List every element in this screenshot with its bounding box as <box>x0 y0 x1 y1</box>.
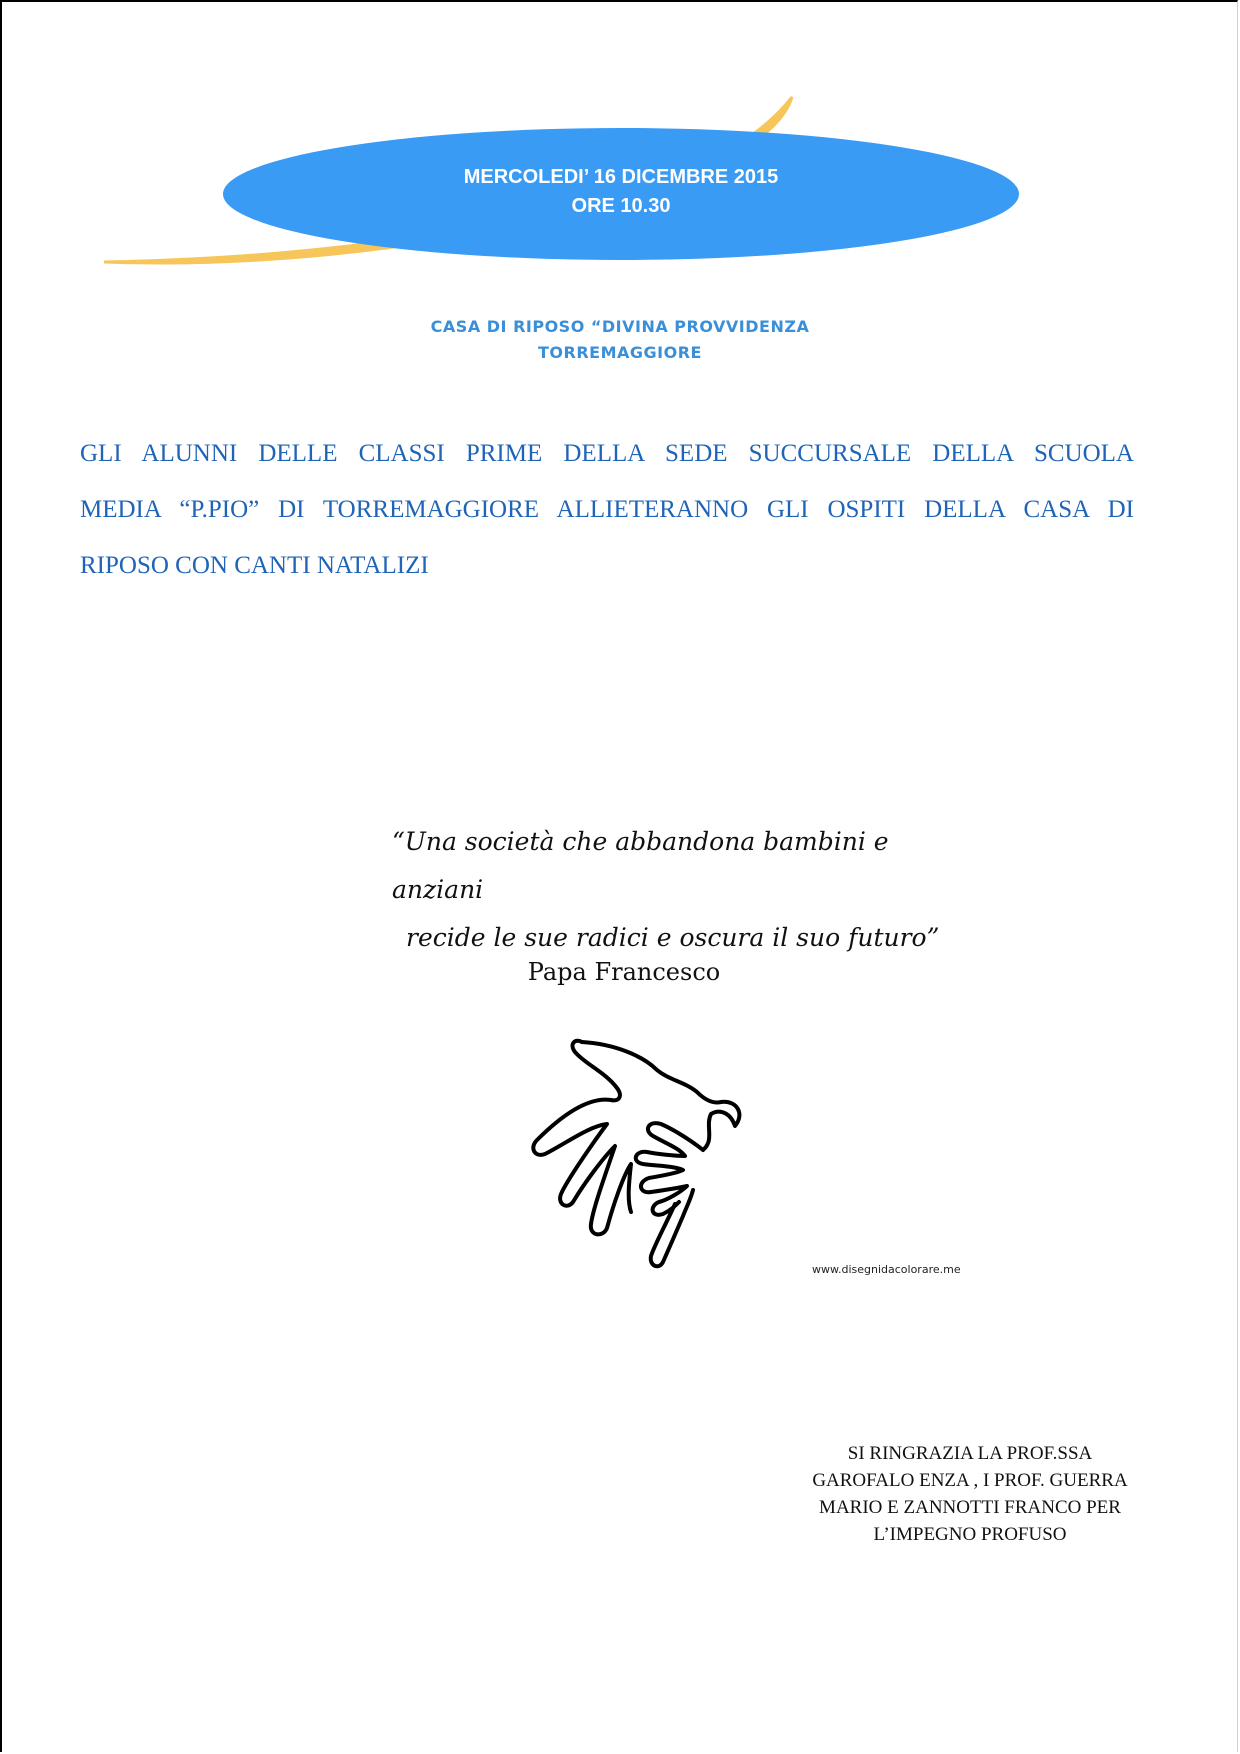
announcement-line: GLI ALUNNI DELLE CLASSI PRIME DELLA SEDE SUCCURSALE DELLA SCUOLA <box>80 440 1134 467</box>
acknowledgement-line: MARIO E ZANNOTTI FRANCO PER <box>819 1497 1121 1518</box>
date-banner <box>223 128 1019 260</box>
venue-city: TORREMAGGIORE <box>538 343 702 362</box>
acknowledgement-line: SI RINGRAZIA LA PROF.SSA <box>847 1443 1093 1464</box>
acknowledgement-line: L’IMPEGNO PROFUSO <box>873 1524 1067 1545</box>
image-credit-url: www.disegnidacolorare.me <box>812 1263 961 1276</box>
acknowledgement-block <box>780 1440 1160 1548</box>
announcement-line: MEDIA “P.PIO” DI TORREMAGGIORE ALLIETERANNO GLI OSPITI DELLA CASA DI <box>80 496 1134 523</box>
quote-line: “Una società che abbandona bambini e anziani <box>392 827 889 904</box>
hands-icon <box>525 1030 785 1290</box>
event-time: ORE 10.30 <box>571 195 671 217</box>
venue-name: CASA DI RIPOSO “DIVINA PROVVIDENZA <box>430 317 810 336</box>
announcement-paragraph <box>80 426 1134 594</box>
event-date: MERCOLEDI’ 16 DICEMBRE 2015 <box>463 166 779 188</box>
venue-block <box>320 314 920 366</box>
quote-author: Papa Francesco <box>527 958 721 986</box>
quote-line: recide le sue radici e oscura il suo futuro” <box>406 923 940 952</box>
announcement-line: RIPOSO CON CANTI NATALIZI <box>80 552 429 579</box>
quote-block <box>330 818 950 962</box>
acknowledgement-line: GAROFALO ENZA , I PROF. GUERRA <box>812 1470 1128 1491</box>
